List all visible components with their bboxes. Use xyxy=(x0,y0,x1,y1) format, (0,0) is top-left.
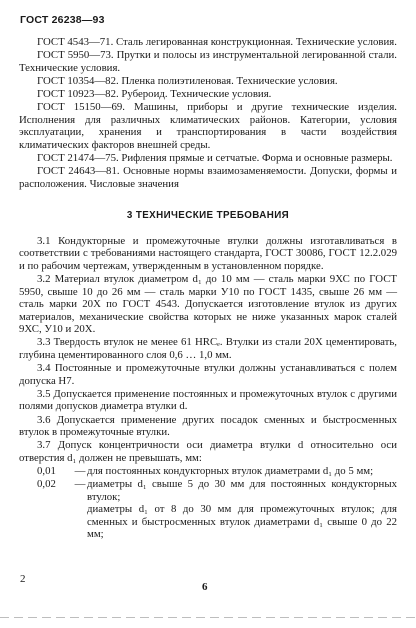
document-body xyxy=(19,36,397,541)
gost-reference: ГОСТ 15150—69. Машины, приборы и другие технические изделия. Исполнения для различных климатических районов. Категории, условия эксплуатации, хранения и транспортирования в части воздействия климатических факторов внешней среды. xyxy=(19,100,397,151)
tolerance-value: 0,01 xyxy=(37,464,56,477)
gost-reference: ГОСТ 4543—71. Сталь легированная конструкционная. Технические условия. xyxy=(37,36,397,48)
page-number: 6 xyxy=(202,581,208,593)
gost-reference: ГОСТ 21474—75. Рифления прямые и сетчатые. Форма и основные размеры. xyxy=(37,151,393,164)
tolerance-item xyxy=(19,465,397,478)
tolerance-value: 0,02 xyxy=(37,478,56,490)
tolerance-dash: — xyxy=(74,464,86,477)
tolerance-item xyxy=(19,478,397,503)
footer-left-number: 2 xyxy=(20,573,26,585)
tolerance-continuation: диаметры d₁ от 8 до 30 мм для промежуточных втулок; для сменных и быстросменных втулок диаметрами d₁ свыше 0 до 22 мм; xyxy=(87,503,397,541)
tolerance-text: для постоянных кондукторных втулок диаметрами d₁ до 5 мм; xyxy=(87,464,374,477)
tolerance-dash: — xyxy=(74,478,86,490)
section-title: 3 ТЕХНИЧЕСКИЕ ТРЕБОВАНИЯ xyxy=(126,210,290,222)
clause-3-3: 3.3 Твердость втулок не менее 61 HRCₑ. Втулки из стали 20Х цементировать, глубина цементированного слоя 0,6 … 1,0 мм. xyxy=(19,336,397,362)
gost-reference: ГОСТ 24643—81. Основные нормы взаимозаменяемости. Допуски, формы и расположения. Числовые значения xyxy=(19,164,397,190)
page-edge-divider xyxy=(0,617,416,618)
clause-3-5: 3.5 Допускается применение постоянных и промежуточных втулок с другими полями допусков диаметра втулки d. xyxy=(19,387,397,413)
gost-reference: ГОСТ 5950—73. Прутки и полосы из инструментальной легированной стали. Технические условия. xyxy=(19,49,397,74)
clause-3-6: 3.6 Допускается применение других посадок сменных и быстросменных втулок в промежуточные втулки. xyxy=(19,413,397,439)
gost-reference: ГОСТ 10923—82. Рубероид. Технические условия. xyxy=(37,87,272,100)
gost-reference: ГОСТ 10354—82. Пленка полиэтиленовая. Технические условия. xyxy=(37,74,338,87)
tolerance-text: диаметры d₁ свыше 5 до 30 мм для постоянных кондукторных втулок; xyxy=(87,478,397,503)
document-code: ГОСТ 26238—93 xyxy=(20,14,105,26)
clause-3-4: 3.4 Постоянные и промежуточные втулки должны устанавливаться с полем допуска H7. xyxy=(19,362,397,387)
clause-3-2: 3.2 Материал втулок диаметром d₁ до 10 мм — сталь марки 9ХС по ГОСТ 5950, свыше 10 до 26 мм — сталь марки У10 по ГОСТ 1435, свыше 26 мм — сталь марки 20Х по ГОСТ 4543. Допускается изготовление втулок из других материалов, механические свойства которых не ниже указанных марок сталей 9ХС, У10 и 20Х. xyxy=(19,273,397,336)
clause-3-7: 3.7 Допуск концентричности оси диаметра втулки d относительно оси отверстия d₁ должен не превышать, мм: xyxy=(19,439,397,464)
clause-3-1: 3.1 Кондукторные и промежуточные втулки должны изготавливаться в соответствии с требованиями настоящего стандарта, ГОСТ 30086, ГОСТ 12.2.029 и по рабочим чертежам, утвержденным в установленном порядке. xyxy=(19,234,397,272)
